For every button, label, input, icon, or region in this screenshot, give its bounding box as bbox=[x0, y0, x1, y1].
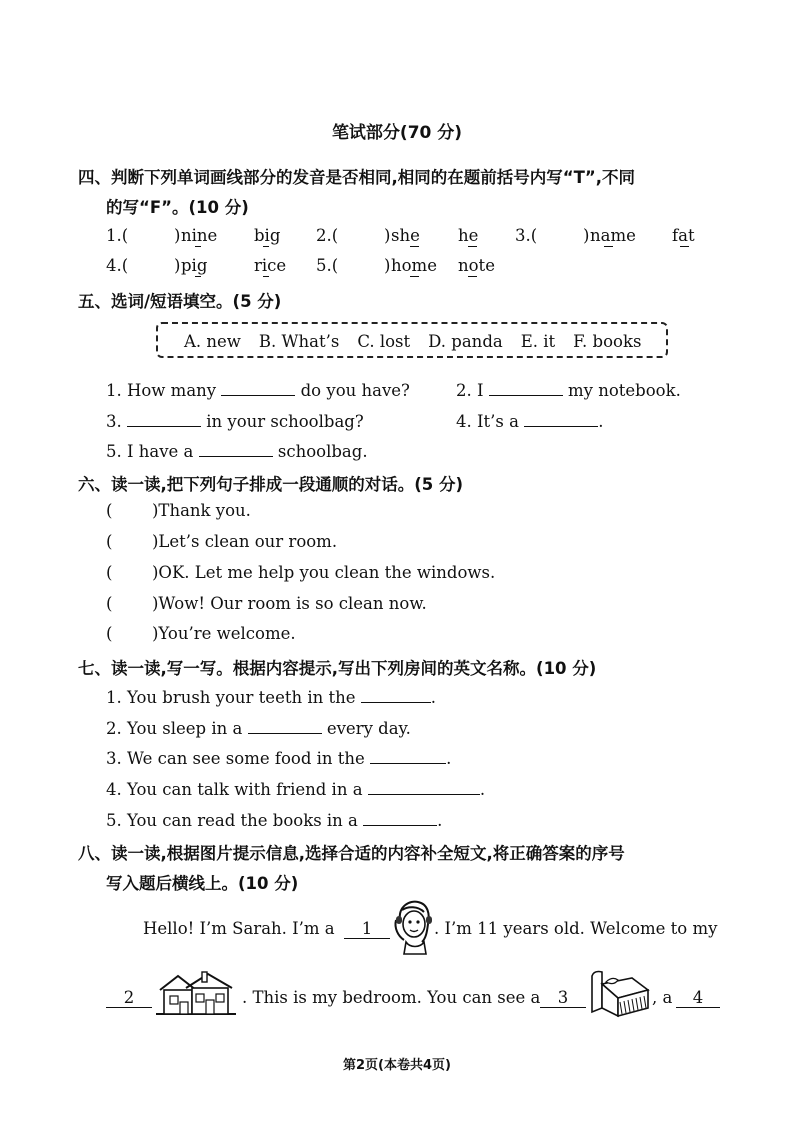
s4-item2-close: ) bbox=[384, 226, 391, 245]
s4-item3-word1: name bbox=[590, 226, 636, 245]
s6-line-4: )Wow! Our room is so clean now. bbox=[152, 594, 427, 613]
s8-text-1a: Hello! I’m Sarah. I’m a bbox=[143, 919, 335, 938]
word-options-box bbox=[156, 322, 668, 358]
s7-q5: 5. You can read the books in a . bbox=[106, 811, 443, 830]
option-f: F. books bbox=[573, 332, 642, 351]
s5-q5: 5. I have a schoolbag. bbox=[106, 442, 368, 461]
answer-blank[interactable] bbox=[199, 440, 273, 457]
house-icon bbox=[156, 970, 236, 1016]
s8-text-2a: . This is my bedroom. You can see a bbox=[242, 988, 541, 1007]
underline-mark bbox=[263, 246, 269, 247]
s7-q2: 2. You sleep in a every day. bbox=[106, 719, 411, 738]
s6-open-4: ( bbox=[106, 594, 113, 613]
underline-mark bbox=[604, 246, 613, 247]
s4-item1-close: ) bbox=[174, 226, 181, 245]
bed-icon bbox=[588, 968, 650, 1020]
underline-mark bbox=[468, 246, 477, 247]
s6-open-2: ( bbox=[106, 532, 113, 551]
s4-item5-close: ) bbox=[384, 256, 391, 275]
s4-item2-word1: she bbox=[391, 226, 420, 245]
s6-open-3: ( bbox=[106, 563, 113, 582]
s4-item3-num: 3.( bbox=[515, 226, 538, 245]
s6-line-3: )OK. Let me help you clean the windows. bbox=[152, 563, 496, 582]
s4-item5-word1: home bbox=[391, 256, 437, 275]
section8-heading-line2: 写入题后横线上。(10 分) bbox=[106, 874, 299, 893]
s5-q1: 1. How many do you have? bbox=[106, 381, 410, 400]
s5-q4: 4. It’s a . bbox=[456, 412, 604, 431]
s4-item3-close: ) bbox=[583, 226, 590, 245]
s7-q3: 3. We can see some food in the . bbox=[106, 749, 452, 768]
s8-text-1b: . I’m 11 years old. Welcome to my bbox=[434, 919, 718, 938]
section4-heading-line2: 的写“F”。(10 分) bbox=[106, 198, 249, 217]
option-a: A. new bbox=[184, 332, 241, 351]
answer-blank[interactable] bbox=[361, 686, 431, 703]
underline-mark bbox=[410, 276, 419, 277]
underline-mark bbox=[263, 276, 269, 277]
answer-blank[interactable] bbox=[221, 379, 295, 396]
s6-line-5: )You’re welcome. bbox=[152, 624, 296, 643]
answer-blank[interactable] bbox=[368, 778, 480, 795]
s7-q4: 4. You can talk with friend in a . bbox=[106, 780, 486, 799]
s4-item4-word2: rice bbox=[254, 256, 287, 275]
answer-blank[interactable] bbox=[248, 717, 322, 734]
s8-blank-1[interactable]: 1 bbox=[344, 919, 390, 939]
s8-blank-2[interactable]: 2 bbox=[106, 988, 152, 1008]
answer-blank[interactable] bbox=[127, 410, 201, 427]
answer-blank[interactable] bbox=[370, 747, 446, 764]
s4-item5-num: 5.( bbox=[316, 256, 339, 275]
s4-item2-num: 2.( bbox=[316, 226, 339, 245]
option-d: D. panda bbox=[428, 332, 503, 351]
s6-line-1: )Thank you. bbox=[152, 501, 251, 520]
section6-heading: 六、读一读,把下列句子排成一段通顺的对话。(5 分) bbox=[78, 475, 464, 494]
underline-mark bbox=[468, 276, 477, 277]
s4-item1-num: 1.( bbox=[106, 226, 129, 245]
s6-open-1: ( bbox=[106, 501, 113, 520]
girl-icon bbox=[392, 898, 434, 956]
section-title: 笔试部分(70 分) bbox=[331, 123, 463, 143]
s6-open-5: ( bbox=[106, 624, 113, 643]
underline-mark bbox=[195, 276, 201, 277]
s4-item4-num: 4.( bbox=[106, 256, 129, 275]
s6-line-2: )Let’s clean our room. bbox=[152, 532, 338, 551]
s7-q1: 1. You brush your teeth in the . bbox=[106, 688, 437, 707]
underline-mark bbox=[410, 246, 419, 247]
section7-heading: 七、读一读,写一写。根据内容提示,写出下列房间的英文名称。(10 分) bbox=[78, 659, 597, 678]
option-e: E. it bbox=[520, 332, 556, 351]
s5-q3: 3. in your schoolbag? bbox=[106, 412, 364, 431]
option-b: B. What’s bbox=[258, 332, 340, 351]
s4-item1-word1: nine bbox=[181, 226, 218, 245]
answer-blank[interactable] bbox=[363, 809, 437, 826]
s4-item4-word1: pig bbox=[181, 256, 208, 275]
answer-blank[interactable] bbox=[489, 379, 563, 396]
s5-q2: 2. I my notebook. bbox=[456, 381, 681, 400]
s4-item2-word2: he bbox=[458, 226, 479, 245]
underline-mark bbox=[195, 246, 201, 247]
s8-text-2b: , a bbox=[652, 988, 673, 1007]
s4-item3-word2: fat bbox=[672, 226, 695, 245]
option-c: C. lost bbox=[357, 332, 411, 351]
section5-heading: 五、选词/短语填空。(5 分) bbox=[78, 292, 282, 311]
s8-blank-3[interactable]: 3 bbox=[540, 988, 586, 1008]
s4-item5-word2: note bbox=[458, 256, 495, 275]
answer-blank[interactable] bbox=[524, 410, 598, 427]
section8-heading-line1: 八、读一读,根据图片提示信息,选择合适的内容补全短文,将正确答案的序号 bbox=[78, 844, 625, 863]
page-footer: 第2页(本卷共4页) bbox=[343, 1058, 451, 1073]
s8-blank-4[interactable]: 4 bbox=[676, 988, 720, 1008]
s4-item1-word2: big bbox=[254, 226, 281, 245]
underline-mark bbox=[680, 246, 689, 247]
section4-heading-line1: 四、判断下列单词画线部分的发音是否相同,相同的在题前括号内写“T”,不同 bbox=[78, 168, 635, 187]
s4-item4-close: ) bbox=[174, 256, 181, 275]
